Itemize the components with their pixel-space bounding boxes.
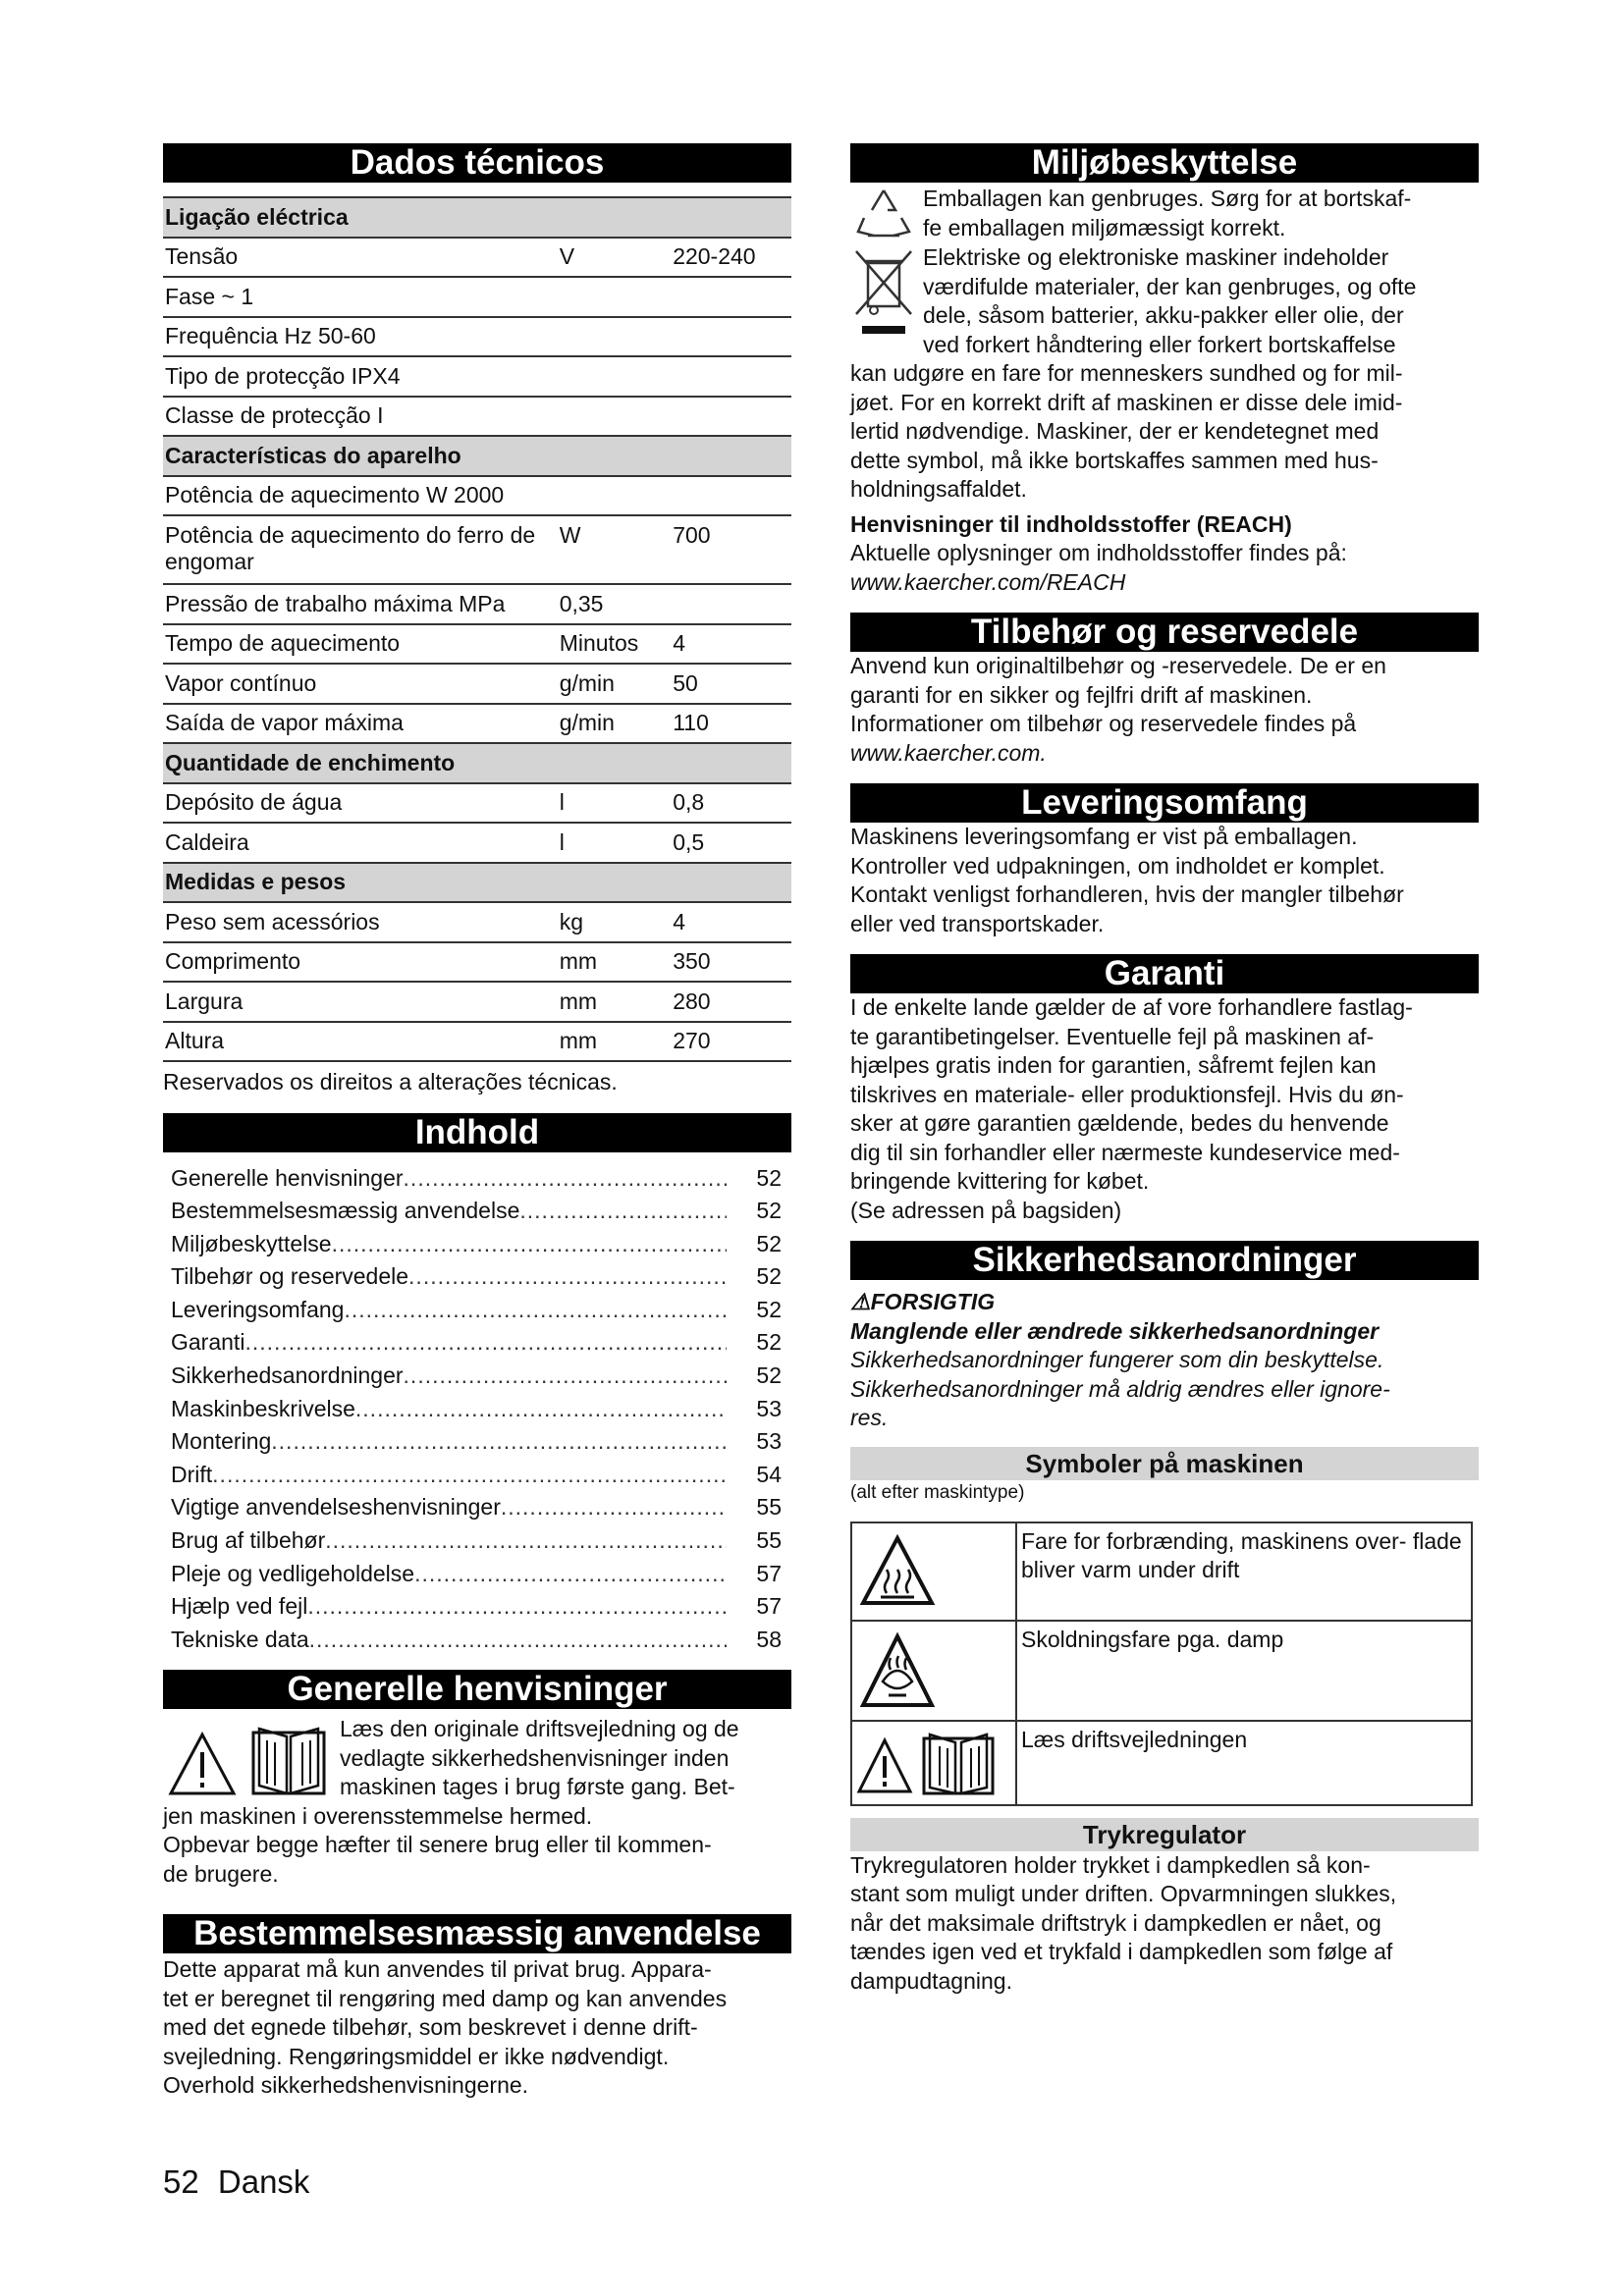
section-label: Medidas e pesos: [163, 863, 791, 903]
toc-item[interactable]: [171, 1195, 791, 1228]
row-value: 280: [671, 982, 791, 1022]
toc-item-page: 57: [756, 1560, 782, 1586]
general-heading: Generelle henvisninger: [163, 1670, 791, 1709]
toc-item-page: 55: [756, 1494, 782, 1521]
electronic-line-3: dele, såsom batterier, akku-pakker eller olie, der: [923, 302, 1404, 328]
warranty-heading: Garanti: [850, 954, 1479, 993]
row-label: Tensão: [163, 238, 558, 278]
row-unit: Minutos: [558, 624, 671, 665]
toc-leader: [309, 1624, 727, 1657]
electronic-line-5: kan udgøre en fare for menneskers sundhed og for mil-: [850, 360, 1403, 386]
row-label: Caldeira: [163, 823, 558, 863]
hot-surface-icon: [853, 1524, 942, 1613]
reach-link[interactable]: www.kaercher.com/REACH: [850, 568, 1126, 595]
toc-leader: [244, 1326, 727, 1360]
row-unit: g/min: [558, 704, 671, 744]
intended-line-4: svejledning. Rengøringsmiddel er ikke nødvendigt.: [163, 2043, 670, 2069]
row-value: 700: [671, 515, 791, 584]
row-label: Tipo de protecção IPX4: [163, 356, 558, 397]
row-value: 0,8: [671, 783, 791, 824]
warranty-line: I de enkelte lande gælder de af vore forhandlere fastlag-: [850, 994, 1413, 1020]
toc-item[interactable]: [171, 1459, 791, 1492]
table-row: [163, 476, 791, 516]
toc-item-label: Tekniske data: [171, 1626, 309, 1652]
row-label: Tempo de aquecimento: [163, 624, 558, 665]
toc-leader: [271, 1425, 727, 1459]
section-label: Quantidade de enchimento: [163, 743, 791, 783]
toc-leader: [332, 1228, 727, 1261]
row-unit: [558, 356, 671, 397]
caution-line-1: Sikkerhedsanordninger fungerer som din beskyttelse.: [850, 1347, 1384, 1372]
section-label: Ligação eléctrica: [163, 197, 791, 238]
row-value: 50: [671, 664, 791, 704]
recycling-icon: [850, 185, 917, 243]
row-label: Fase ~ 1: [163, 277, 558, 317]
table-section-row: [163, 197, 791, 238]
toc-item-page: 52: [756, 1198, 782, 1224]
row-unit: mm: [558, 1022, 671, 1062]
row-unit: g/min: [558, 664, 671, 704]
environment-heading: Miljøbeskyttelse: [850, 143, 1479, 183]
symbol-text-1: Fare for forbrænding, maskinens over- flade bliver varm under drift: [1016, 1522, 1472, 1621]
delivery-heading: Leveringsomfang: [850, 783, 1479, 823]
safety-heading: Sikkerhedsanordninger: [850, 1241, 1479, 1280]
crossed-bin-icon: [850, 243, 917, 342]
symbols-heading: Symboler på maskinen: [850, 1447, 1479, 1480]
manual-book-icon: [247, 1715, 336, 1803]
row-value: 4: [671, 902, 791, 942]
row-label: Potência de aquecimento W 2000: [163, 476, 558, 516]
toc-item-label: Hjælp ved fejl: [171, 1593, 308, 1620]
toc-item-page: 53: [756, 1395, 782, 1421]
toc-item-label: Leveringsomfang: [171, 1296, 345, 1322]
toc-item-label: Bestemmelsesmæssig anvendelse: [171, 1198, 520, 1224]
row-label: Frequência Hz 50-60: [163, 317, 558, 357]
table-row: [163, 624, 791, 665]
regulator-line: når det maksimale driftstryk i dampkedlen er nået, og: [850, 1909, 1381, 1936]
row-label: Classe de protecção I: [163, 397, 558, 437]
table-row: [163, 317, 791, 357]
row-unit: l: [558, 783, 671, 824]
row-label: Comprimento: [163, 942, 558, 983]
packaging-line-1: Emballagen kan genbruges. Sørg for at bortskaf-: [923, 186, 1412, 211]
table-row: [163, 356, 791, 397]
toc-item-page: 52: [756, 1230, 782, 1256]
regulator-line: tændes igen ved et trykfald i dampkedlen som følge af: [850, 1939, 1393, 1964]
table-row: [163, 704, 791, 744]
general-line-4: jen maskinen i overensstemmelse hermed.: [163, 1802, 593, 1829]
toc-item-page: 57: [756, 1593, 782, 1620]
toc-item[interactable]: [171, 1360, 791, 1393]
table-row: [163, 942, 791, 983]
delivery-line-1: Maskinens leveringsomfang er vist på emballagen.: [850, 824, 1358, 849]
toc-item[interactable]: [171, 1294, 791, 1327]
table-row: [163, 982, 791, 1022]
table-row: [163, 277, 791, 317]
right-column: [850, 143, 1479, 1996]
electronic-line-2: værdifulde materialer, der kan genbruges, og ofte: [923, 273, 1417, 299]
left-column: [163, 143, 791, 2101]
electronic-line-7: lertid nødvendige. Maskiner, der er kendetegnet med: [850, 418, 1380, 444]
row-label: Altura: [163, 1022, 558, 1062]
toc-leader: [404, 1360, 727, 1393]
symbols-table: [850, 1522, 1473, 1806]
intended-line-3: med det egnede tilbehør, som beskrevet i denne drift-: [163, 2014, 698, 2041]
electronic-block: [850, 243, 1479, 359]
toc-item-label: Montering: [171, 1428, 272, 1455]
toc-leader: [404, 1162, 727, 1196]
electronic-line-6: jøet. For en korrekt drift af maskinen er disse dele imid-: [850, 389, 1403, 415]
row-label: Potência de aquecimento do ferro de engomar: [163, 515, 558, 584]
toc-item-label: Maskinbeskrivelse: [171, 1395, 355, 1421]
caution-label: [850, 1288, 1479, 1317]
toc-item-page: 58: [756, 1626, 782, 1652]
electronic-line-9: holdningsaffaldet.: [850, 476, 1027, 502]
toc-item-label: Drift: [171, 1461, 213, 1487]
read-manual-icon: [853, 1723, 1010, 1797]
toc-item[interactable]: [171, 1524, 791, 1558]
row-value: 350: [671, 942, 791, 983]
row-value: 110: [671, 704, 791, 744]
regulator-line: dampudtagning.: [850, 1967, 1012, 1994]
row-value: 270: [671, 1022, 791, 1062]
table-section-row: [163, 863, 791, 903]
accessories-heading: Tilbehør og reservedele: [850, 613, 1479, 652]
general-line-6: de brugere.: [163, 1860, 279, 1887]
reach-heading: Henvisninger til indholdsstoffer (REACH): [850, 510, 1292, 537]
regulator-text: [850, 1851, 1479, 1997]
row-unit: [558, 397, 671, 437]
toc-leader: [355, 1393, 727, 1426]
warranty-line: te garantibetingelser. Eventuelle fejl på maskinen af-: [850, 1023, 1375, 1049]
general-line-2: vedlagte sikkerhedshenvisninger inden: [340, 1744, 730, 1771]
table-section-row: [163, 743, 791, 783]
warranty-line: (Se adressen på bagsiden): [850, 1197, 1122, 1223]
electronic-line-4: ved forkert håndtering eller forkert bortskaffelse: [923, 331, 1396, 357]
packaging-line-2: fe emballagen miljømæssigt korrekt.: [923, 214, 1286, 240]
general-line-1: Læs den originale driftsvejledning og de: [340, 1716, 739, 1742]
row-value: [671, 397, 791, 437]
technical-note: Reservados os direitos a alterações técnicas.: [163, 1069, 618, 1095]
toc-leader: [519, 1195, 727, 1228]
packaging-block: [850, 185, 1479, 243]
delivery-line-2: Kontroller ved udpakningen, om indholdet er komplet.: [850, 852, 1385, 879]
warranty-line: hjælpes gratis inden for garantien, såfremt fejlen kan: [850, 1052, 1377, 1078]
toc-item-page: 52: [756, 1362, 782, 1389]
toc-leader: [414, 1558, 727, 1591]
symbols-note: (alt efter maskintype): [850, 1481, 1025, 1503]
accessories-line-2: garanti for en sikker og fejlfri drift af maskinen.: [850, 681, 1313, 708]
row-label: Largura: [163, 982, 558, 1022]
toc-leader: [408, 1260, 727, 1294]
row-value: 4: [671, 624, 791, 665]
toc-item-page: 52: [756, 1164, 782, 1191]
caution-heading: Manglende eller ændrede sikkerhedsanordninger: [850, 1317, 1380, 1344]
general-intro: [163, 1715, 791, 1802]
table-row: [163, 584, 791, 624]
toc-item-page: 54: [756, 1461, 782, 1487]
row-unit: mm: [558, 982, 671, 1022]
table-row: [163, 823, 791, 863]
row-label: Peso sem acessórios: [163, 902, 558, 942]
row-value: 220-240: [671, 238, 791, 278]
toc-item[interactable]: [171, 1425, 791, 1459]
general-line-3: maskinen tages i brug første gang. Bet-: [340, 1774, 735, 1800]
table-row: [163, 664, 791, 704]
row-value: 0,5: [671, 823, 791, 863]
table-row: [163, 1022, 791, 1062]
row-unit: V: [558, 238, 671, 278]
toc-item-label: Vigtige anvendelseshenvisninger: [171, 1494, 501, 1521]
toc-item[interactable]: [171, 1491, 791, 1524]
toc-item-label: Tilbehør og reservedele: [171, 1263, 409, 1290]
intended-line-1: Dette apparat må kun anvendes til privat brug. Appara-: [163, 1956, 712, 1983]
delivery-line-4: eller ved transportskader.: [850, 910, 1105, 936]
toc-item[interactable]: [171, 1228, 791, 1261]
row-value: [671, 584, 791, 624]
caution-icon: ⚠: [850, 1289, 871, 1314]
row-unit: l: [558, 823, 671, 863]
footer-page-number: 52: [163, 2163, 199, 2200]
row-unit: mm: [558, 942, 671, 983]
electronic-line-1: Elektriske og elektroniske maskiner indeholder: [923, 244, 1389, 270]
table-section-row: [163, 436, 791, 476]
general-line-5: Opbevar begge hæfter til senere brug eller til kommen-: [163, 1832, 712, 1858]
row-unit: [558, 277, 671, 317]
toc-item-label: Garanti: [171, 1329, 245, 1356]
row-unit: [558, 476, 671, 516]
toc-item-label: Generelle henvisninger: [171, 1164, 404, 1191]
row-unit: 0,35: [558, 584, 671, 624]
toc-item[interactable]: [171, 1260, 791, 1294]
regulator-line: Trykregulatoren holder trykket i dampkedlen så kon-: [850, 1851, 1371, 1878]
warranty-line: bringende kvittering for købet.: [850, 1168, 1150, 1194]
row-label: Pressão de trabalho máxima MPa: [163, 584, 558, 624]
table-row: [163, 783, 791, 824]
toc-item-label: Sikkerhedsanordninger: [171, 1362, 404, 1389]
table-row: [163, 515, 791, 584]
steam-scald-icon: [853, 1623, 942, 1713]
toc-item-label: Brug af tilbehør: [171, 1527, 326, 1554]
toc-item[interactable]: [171, 1558, 791, 1591]
toc-item[interactable]: [171, 1162, 791, 1196]
intended-line-5: Overhold sikkerhedshenvisningerne.: [163, 2072, 529, 2099]
accessories-link[interactable]: www.kaercher.com.: [850, 739, 1047, 766]
row-label: Saída de vapor máxima: [163, 704, 558, 744]
symbol-row: [851, 1522, 1472, 1621]
row-label: Vapor contínuo: [163, 664, 558, 704]
warranty-line: sker at gøre garantien gældende, bedes du henvende: [850, 1110, 1389, 1136]
row-value: [671, 356, 791, 397]
row-unit: W: [558, 515, 671, 584]
page-footer: [163, 2163, 309, 2201]
toc-item[interactable]: [171, 1393, 791, 1426]
toc-item-page: 52: [756, 1329, 782, 1356]
toc-item-label: Miljøbeskyttelse: [171, 1230, 332, 1256]
symbol-text-3: Læs driftsvejledningen: [1016, 1721, 1472, 1805]
toc-item[interactable]: [171, 1624, 791, 1657]
row-value: [671, 277, 791, 317]
accessories-line-3: Informationer om tilbehør og reservedele findes på: [850, 711, 1357, 736]
delivery-line-3: Kontakt venligst forhandleren, hvis der mangler tilbehør: [850, 881, 1404, 907]
toc-item[interactable]: [171, 1590, 791, 1624]
warranty-text: [850, 993, 1479, 1225]
toc-leader: [501, 1491, 727, 1524]
intended-use-heading: Bestemmelsesmæssig anvendelse: [163, 1914, 791, 1953]
symbol-row: [851, 1721, 1472, 1805]
technical-data-heading: Dados técnicos: [163, 143, 791, 183]
toc-leader: [212, 1459, 727, 1492]
table-row: [163, 397, 791, 437]
accessories-line-1: Anvend kun originaltilbehør og -reservedele. De er en: [850, 653, 1386, 678]
footer-language: Dansk: [217, 2163, 310, 2200]
caution-line-2: Sikkerhedsanordninger må aldrig ændres eller ignore-: [850, 1375, 1390, 1402]
caution-text: FORSIGTIG: [870, 1289, 996, 1314]
toc-leader: [325, 1524, 727, 1558]
technical-data-table: [163, 196, 791, 1062]
toc-leader: [307, 1590, 727, 1624]
row-value: [671, 317, 791, 357]
table-of-contents: [163, 1162, 791, 1657]
row-unit: [558, 317, 671, 357]
row-label: Depósito de água: [163, 783, 558, 824]
electronic-line-8: dette symbol, må ikke bortskaffes sammen med hus-: [850, 447, 1379, 473]
caution-line-3: res.: [850, 1405, 889, 1430]
intended-use-text: [163, 1955, 791, 2101]
table-row: [163, 902, 791, 942]
symbol-text-2: Skoldningsfare pga. damp: [1016, 1621, 1472, 1721]
table-row: [163, 238, 791, 278]
reach-text: Aktuelle oplysninger om indholdsstoffer findes på:: [850, 540, 1347, 565]
warranty-line: tilskrives en materiale- eller produktionsfejl. Hvis du øn-: [850, 1081, 1404, 1107]
toc-item-label: Pleje og vedligeholdelse: [171, 1560, 415, 1586]
toc-item-page: 52: [756, 1263, 782, 1290]
toc-item[interactable]: [171, 1326, 791, 1360]
toc-item-page: 53: [756, 1428, 782, 1455]
intended-line-2: tet er beregnet til rengøring med damp og kan anvendes: [163, 1985, 728, 2011]
symbol-row: [851, 1621, 1472, 1721]
toc-item-page: 52: [756, 1296, 782, 1322]
row-unit: kg: [558, 902, 671, 942]
warranty-line: dig til sin forhandler eller nærmeste kundeservice med-: [850, 1139, 1400, 1165]
section-label: Características do aparelho: [163, 436, 791, 476]
toc-heading: Indhold: [163, 1113, 791, 1152]
toc-item-page: 55: [756, 1527, 782, 1554]
row-value: [671, 476, 791, 516]
regulator-heading: Trykregulator: [850, 1818, 1479, 1851]
regulator-line: stant som muligt under driften. Opvarmningen slukkes,: [850, 1881, 1397, 1906]
toc-leader: [344, 1294, 727, 1327]
